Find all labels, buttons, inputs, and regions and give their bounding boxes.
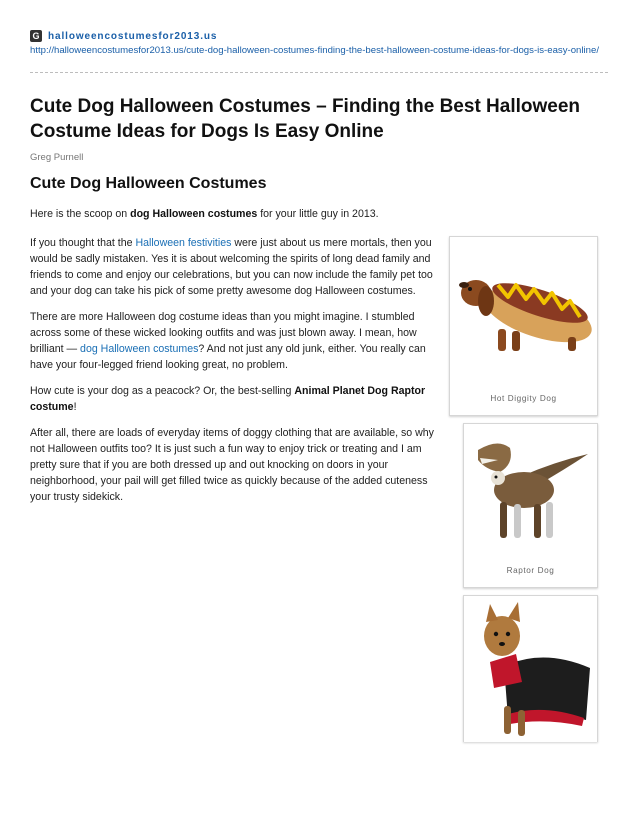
- section-heading: Cute Dog Halloween Costumes: [30, 175, 267, 192]
- caption-hot-diggity-dog: Hot Diggity Dog: [490, 394, 557, 403]
- paragraph-everyday-items: After all, there are loads of everyday items of doggy clothing that are available, so why not Halloween outfits too? It is just such a fun way to enjoy trick or treating and I am pretty sure that if you are both dressed up and out knocking on doors in your neighborhood, your pail will get filled twice as quickly because of the added cuteness your trusty sidekick.: [30, 427, 434, 503]
- keyword-raptor-costume: Animal Planet Dog Raptor costume: [30, 385, 426, 413]
- paragraph-costume-ideas: There are more Halloween dog costume ideas than you might imagine. I stumbled across some of these wicked looking outfits and was just blown away. I mean, how brilliant — dog Halloween costumes? And not just any old junk, either. You really can have your four-legged friend looking great, no problem.: [30, 311, 426, 371]
- dog-halloween-costumes-link[interactable]: dog Halloween costumes: [80, 343, 199, 355]
- halloween-festivities-link[interactable]: Halloween festivities: [135, 237, 232, 249]
- site-favicon-icon: G: [30, 30, 42, 42]
- paragraph-peacock: How cute is your dog as a peacock? Or, the best-selling Animal Planet Dog Raptor costume!: [30, 385, 426, 413]
- article-body: [30, 206, 448, 515]
- figure-raptor-dog: [463, 423, 598, 588]
- figure-dracula-dog: [463, 595, 598, 742]
- caption-raptor-dog: Raptor Dog: [506, 566, 555, 575]
- site-name-link[interactable]: halloweencostumesfor2013.us: [48, 30, 218, 42]
- paragraph-intro: Here is the scoop on dog Halloween costumes for your little guy in 2013.: [30, 208, 379, 220]
- author-name: Greg Purnell: [30, 152, 84, 163]
- dracula-costume-image: [464, 596, 597, 742]
- header-divider: [30, 72, 608, 73]
- raptor-costume-image: [464, 424, 597, 564]
- article-title: Cute Dog Halloween Costumes – Finding the Best Halloween Costume Ideas for Dogs Is Easy Online: [30, 96, 581, 142]
- paragraph-festivities: If you thought that the Halloween festivities were just about us mere mortals, then you would be sadly mistaken. Yes it is about welcoming the spirits of long dead family and friends to come and enjoy our celebrations, but you can now include the family pet too and your dog can take his pick of some pretty awesome dog Halloween costumes.: [30, 237, 433, 297]
- page-url-link[interactable]: http://halloweencostumesfor2013.us/cute-dog-halloween-costumes-finding-the-best-halloween-costume-ideas-for-dogs-is-easy-online/: [30, 45, 599, 56]
- hot-dog-costume-image: [450, 237, 597, 387]
- site-header: [30, 29, 610, 58]
- figure-hot-diggity-dog: [449, 236, 598, 416]
- keyword-dog-halloween-costumes: dog Halloween costumes: [130, 208, 258, 220]
